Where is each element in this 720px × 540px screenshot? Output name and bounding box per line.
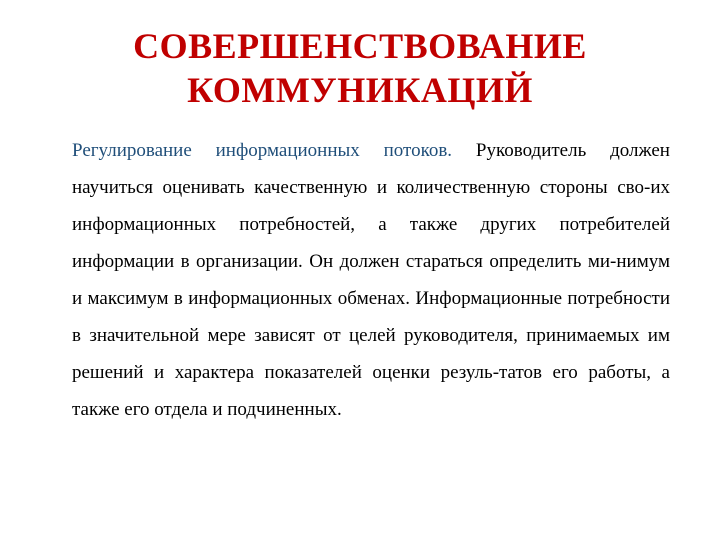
title-line-2: КОММУНИКАЦИЙ xyxy=(187,70,533,110)
title-line-1: СОВЕРШЕНСТВОВАНИЕ xyxy=(133,26,587,66)
body-lead-phrase: Регулирование информационных потоков. xyxy=(72,140,453,161)
slide-title xyxy=(0,24,720,112)
body-main-text: Руководитель должен научиться оценивать качественную и количественную стороны сво-их информационных потребностей, а также других потребителей информации в организации. Он должен стараться определить ми-нимум и максимум в информационных обменах. Информационные потребности в значительной мере зависят от целей руководителя, принимаемых им решений и характера показателей оценки резуль-татов его работы, а также его отдела и подчиненных. xyxy=(72,140,670,420)
slide-body-paragraph xyxy=(72,132,670,428)
